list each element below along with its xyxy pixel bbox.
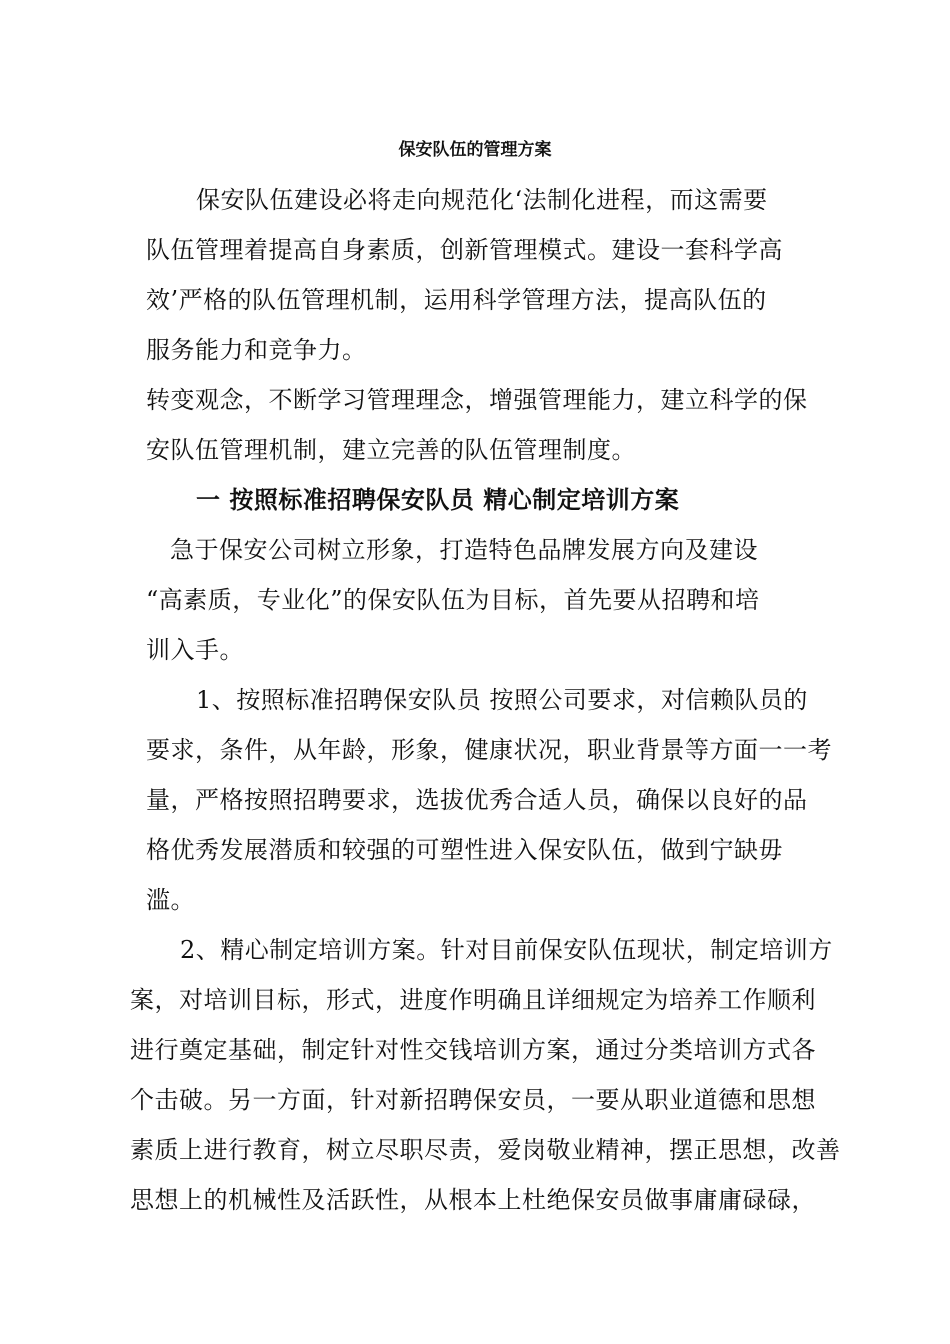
item2-line-3: 进行奠定基础，制定针对性交钱培训方案，通过分类培训方式各 xyxy=(130,1036,816,1064)
item2-line-6: 思想上的机械性及活跃性，从根本上杜绝保安员做事庸庸碌碌， xyxy=(130,1186,816,1214)
section-heading: 一 按照标准招聘保安队员 精心制定培训方案 xyxy=(196,485,680,514)
intro-line-1: 保安队伍建设必将走向规范化‘法制化进程，而这需要 xyxy=(196,186,768,214)
intro-line-2: 队伍管理着提高自身素质，创新管理模式。建设一套科学高 xyxy=(146,236,783,264)
item2-line-2: 案，对培训目标，形式，进度作明确且详细规定为培养工作顺利 xyxy=(130,986,816,1014)
item1-line-2: 要求，条件，从年龄，形象，健康状况，职业背景等方面一一考 xyxy=(146,736,832,764)
para2-line-1: 转变观念，不断学习管理理念，增强管理能力，建立科学的保 xyxy=(146,386,808,414)
para3-line-1: 急于保安公司树立形象，打造特色品牌发展方向及建设 xyxy=(170,536,758,564)
para3-line-3: 训入手。 xyxy=(146,636,244,664)
para3-line-2: “高素质，专业化”的保安队伍为目标，首先要从招聘和培 xyxy=(146,586,760,614)
item2-line-5: 素质上进行教育，树立尽职尽责，爱岗敬业精神，摆正思想，改善 xyxy=(130,1136,841,1164)
item2-line-1: 2、精心制定培训方案。针对目前保安队伍现状，制定培训方 xyxy=(180,936,833,964)
item1-line-3: 量，严格按照招聘要求，选拔优秀合适人员，确保以良好的品 xyxy=(146,786,808,814)
item1-line-5: 滥。 xyxy=(146,886,195,914)
document-title: 保安队伍的管理方案 xyxy=(398,140,552,160)
para2-line-2: 安队伍管理机制，建立完善的队伍管理制度。 xyxy=(146,436,636,464)
intro-line-3: 效’严格的队伍管理机制，运用科学管理方法，提高队伍的 xyxy=(146,286,767,314)
item1-line-1: 1、按照标准招聘保安队员 按照公司要求，对信赖队员的 xyxy=(196,686,808,714)
item2-line-4: 个击破。另一方面，针对新招聘保安员，一要从职业道德和思想 xyxy=(130,1086,816,1114)
item1-line-4: 格优秀发展潜质和较强的可塑性进入保安队伍，做到宁缺毋 xyxy=(146,836,783,864)
intro-line-4: 服务能力和竞争力。 xyxy=(146,336,367,364)
